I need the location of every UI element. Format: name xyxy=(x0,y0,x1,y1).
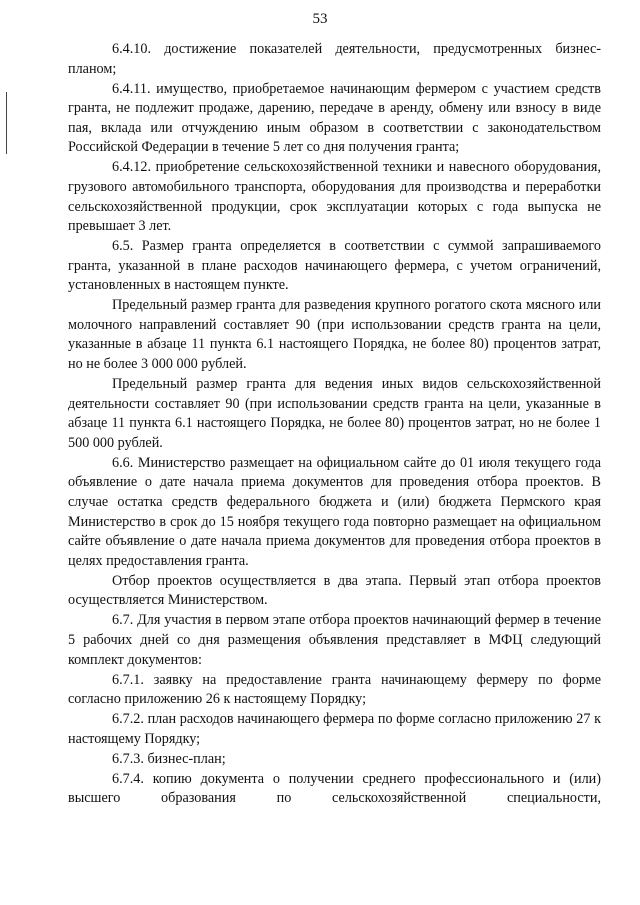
paragraph-grant-limit-other: Предельный размер гранта для ведения иных видов сельскохозяйственной деятельности составляет 90 (при использовании средств гранта на цели, указанные в абзаце 11 пункта 6.1 настоящего Порядка, не более 80) процентов затрат, но не более 1 500 000 рублей. xyxy=(68,376,601,451)
paragraph-6-7-3: 6.7.3. бизнес-план; xyxy=(112,750,226,767)
page-number: 53 xyxy=(312,11,328,27)
paragraph-6-5: 6.5. Размер гранта определяется в соответствии с суммой запрашиваемого гранта, указанной в плане расходов начинающего фермера, с учетом ограничений, установленных в настоящем пункте. xyxy=(68,238,601,294)
paragraph-6-7-4: 6.7.4. копию документа о получении среднего профессионального и (или) высшего образования по сельскохозяйственной специальности, xyxy=(68,770,601,807)
paragraph-6-4-11: 6.4.11. имущество, приобретаемое начинающим фермером с участием средств гранта, не подлежит продаже, дарению, передаче в аренду, обмену или взносу в виде пая, вклада или отчуждению иным образом в соответствии с законодательством Российской Федерации в течение 5 лет со дня получения гранта; xyxy=(68,80,601,156)
margin-line xyxy=(6,92,7,154)
paragraph-6-7: 6.7. Для участия в первом этапе отбора проектов начинающий фермер в течение 5 рабочих дней со дня размещения объявления представляет в МФЦ следующий комплект документов: xyxy=(68,612,601,668)
page-body xyxy=(68,40,601,809)
paragraph-selection-stages: Отбор проектов осуществляется в два этапа. Первый этап отбора проектов осуществляется Министерством. xyxy=(68,572,601,609)
paragraph-6-7-1: 6.7.1. заявку на предоставление гранта начинающему фермеру по форме согласно приложению 26 к настоящему Порядку; xyxy=(68,671,601,708)
paragraph-6-7-2: 6.7.2. план расходов начинающего фермера по форме согласно приложению 27 к настоящему Порядку; xyxy=(68,711,601,747)
paragraph-6-4-10: 6.4.10. достижение показателей деятельности, предусмотренных бизнес-планом; xyxy=(68,41,601,77)
paragraph-6-6: 6.6. Министерство размещает на официальном сайте до 01 июля текущего года объявление о дате начала приема документов для проведения отбора проектов. В случае остатка средств федерального бюджета и (или) бюджета Пермского края Министерство в срок до 15 ноября текущего года повторно размещает на официальном сайте объявление о дате начала приема документов для проведения отбора проектов в целях предоставления гранта. xyxy=(68,454,601,569)
paragraph-grant-limit-cattle: Предельный размер гранта для разведения крупного рогатого скота мясного или молочного направлений составляет 90 (при использовании средств гранта на цели, указанные в абзаце 11 пункта 6.1 настоящего Порядка, не более 80) процентов затрат, но не более 3 000 000 рублей. xyxy=(68,297,601,373)
paragraph-6-4-12: 6.4.12. приобретение сельскохозяйственной техники и навесного оборудования, грузового автомобильного транспорта, оборудования для производства и переработки сельскохозяйственной продукции, срок эксплуатации которых с года выпуска не превышает 3 лет. xyxy=(68,159,601,235)
